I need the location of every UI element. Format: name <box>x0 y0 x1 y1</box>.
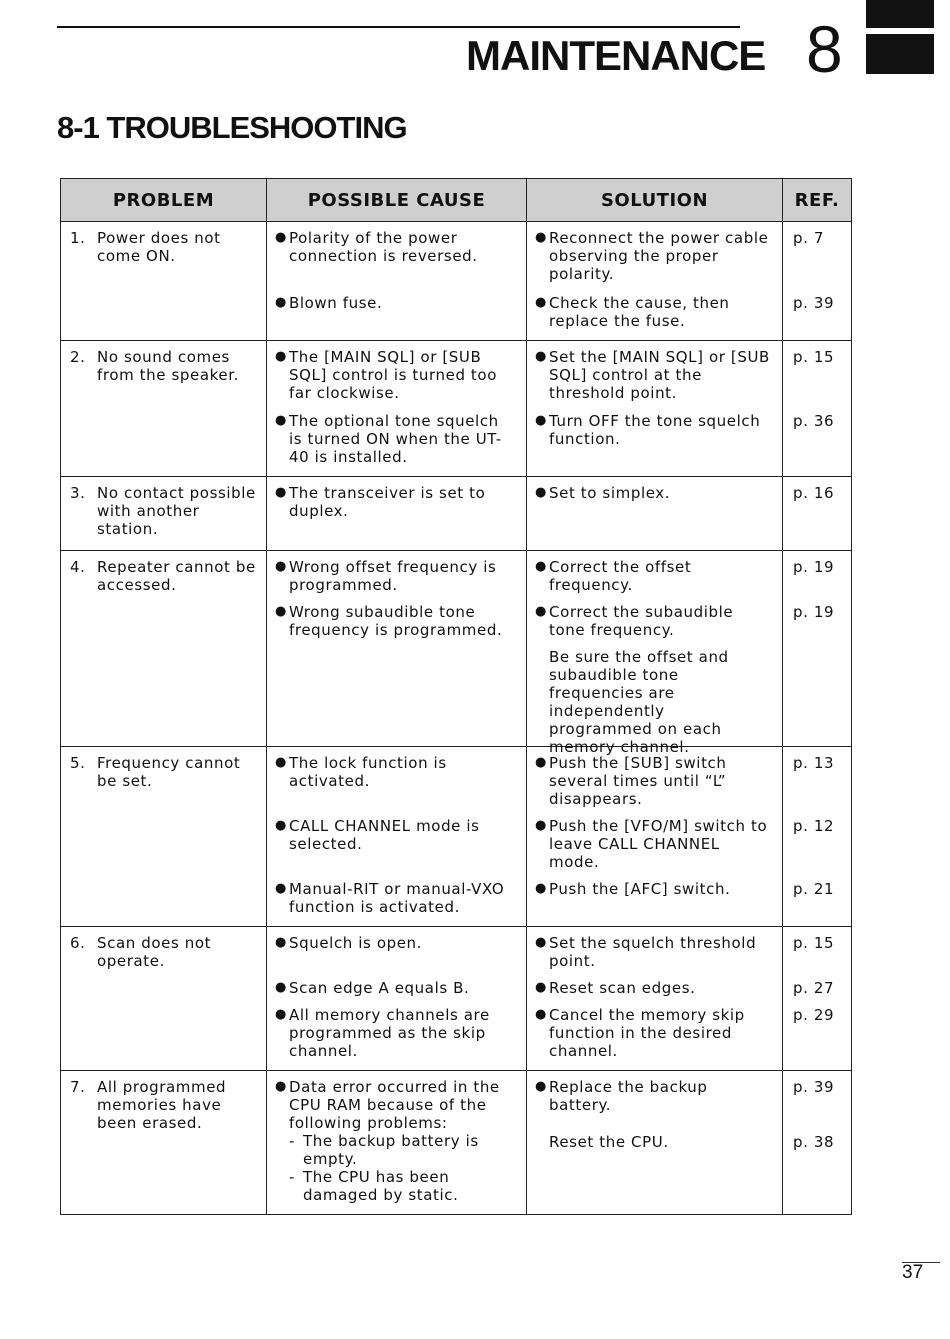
problem-text: Power does not come ON. <box>97 229 221 265</box>
ref-value: p. 36 <box>793 412 835 430</box>
ref-value: p. 12 <box>793 817 835 835</box>
problem-text: No sound comes from the speaker. <box>97 348 239 384</box>
solution-item: ● Set to simplex. <box>535 484 671 502</box>
problem-text: Repeater cannot be accessed. <box>97 558 256 594</box>
ref-cell <box>782 551 851 746</box>
problem-cell <box>61 1071 266 1214</box>
table-row <box>61 340 851 476</box>
ref-value: p. 13 <box>793 754 835 772</box>
cause-item: ● Scan edge A equals B. <box>275 979 470 997</box>
cause-item: ● The optional tone squelch is turned ON when the UT-40 is installed. <box>275 412 502 466</box>
solution-item: ● Cancel the memory skip function in the desired channel. <box>535 1006 745 1060</box>
thumb-tab <box>866 0 934 28</box>
ref-value: p. 15 <box>793 934 835 952</box>
cause-cell <box>266 551 526 746</box>
ref-value: p. 19 <box>793 603 835 621</box>
table-row <box>61 1070 851 1214</box>
table-row <box>61 222 851 340</box>
solution-cell <box>526 222 782 340</box>
cause-item: ● Polarity of the power connection is reversed. <box>275 229 478 265</box>
solution-item: ● Reset scan edges. <box>535 979 696 997</box>
cause-item: ● The [MAIN SQL] or [SUB SQL] control is turned too far clockwise. <box>275 348 497 402</box>
problem-text: Frequency cannot be set. <box>97 754 241 790</box>
ref-value: p. 15 <box>793 348 835 366</box>
table-row <box>61 926 851 1070</box>
cause-item: ● All memory channels are programmed as the skip channel. <box>275 1006 490 1060</box>
problem-cell <box>61 477 266 550</box>
solution-cell <box>526 551 782 756</box>
cause-item: ● The lock function is activated. <box>275 754 447 790</box>
problem-cell <box>61 222 266 340</box>
ref-cell <box>782 341 851 476</box>
solution-cell <box>526 927 782 1070</box>
table-row <box>61 550 851 756</box>
solution-item: ● Correct the subaudible tone frequency. <box>535 603 734 639</box>
ref-cell <box>782 927 851 1070</box>
ref-value: p. 16 <box>793 484 835 502</box>
table-header <box>61 179 851 222</box>
cause-subitem: - The backup battery is empty. <box>289 1132 479 1168</box>
solution-cell <box>526 747 782 926</box>
troubleshooting-table <box>60 178 852 1215</box>
problem-number: 7. <box>70 1078 86 1096</box>
ref-cell <box>782 747 851 926</box>
cause-sublist <box>289 1132 516 1204</box>
chapter-number: 8 <box>806 12 843 86</box>
solution-item: ● Set the squelch threshold point. <box>535 934 757 970</box>
ref-cell <box>782 1071 851 1214</box>
problem-text: All programmed memories have been erased. <box>97 1078 227 1132</box>
header-ref: REF. <box>782 179 851 221</box>
table-row <box>61 746 851 926</box>
cause-cell <box>266 747 526 926</box>
header-solution: SOLUTION <box>526 179 782 221</box>
cause-item: ● Blown fuse. <box>275 294 383 312</box>
cause-item: ● Manual-RIT or manual-VXO function is activated. <box>275 880 505 916</box>
top-rule <box>57 26 740 28</box>
solution-cell <box>526 477 782 550</box>
problem-number: 1. <box>70 229 86 247</box>
cause-cell <box>266 341 526 476</box>
problem-number: 2. <box>70 348 86 366</box>
solution-note: Be sure the offset and subaudible tone frequencies are independently programmed on each memory channel. <box>549 648 729 756</box>
ref-cell <box>782 477 851 550</box>
section-title: 8-1 TROUBLESHOOTING <box>57 110 407 145</box>
thumb-tab <box>866 34 934 74</box>
cause-subitem: - The CPU has been damaged by static. <box>289 1168 459 1204</box>
cause-item: ● Wrong offset frequency is programmed. <box>275 558 497 594</box>
solution-item: ● Push the [SUB] switch several times until “L” disappears. <box>535 754 727 808</box>
ref-value: p. 38 <box>793 1133 835 1151</box>
problem-cell <box>61 551 266 746</box>
header-problem: PROBLEM <box>112 189 215 211</box>
problem-text: Scan does not operate. <box>97 934 212 970</box>
cause-item: ● Squelch is open. <box>275 934 423 952</box>
cause-cell <box>266 222 526 340</box>
problem-cell <box>61 747 266 926</box>
solution-item: ● Set the [MAIN SQL] or [SUB SQL] control at the threshold point. <box>535 348 770 402</box>
solution-item: Reset the CPU. <box>549 1133 669 1151</box>
cause-cell <box>266 927 526 1070</box>
problem-cell <box>61 927 266 1070</box>
cause-item: ● Wrong subaudible tone frequency is programmed. <box>275 603 503 639</box>
cause-item: ● Data error occurred in the CPU RAM because of the following problems: - The backup battery is empty. - The CPU has been damaged by static. <box>275 1078 516 1204</box>
cause-cell <box>266 1071 526 1214</box>
solution-item: ● Push the [VFO/M] switch to leave CALL CHANNEL mode. <box>535 817 768 871</box>
header-possible-cause: POSSIBLE CAUSE <box>266 179 526 221</box>
solution-item: ● Reconnect the power cable observing the proper polarity. <box>535 229 769 283</box>
problem-cell <box>61 341 266 476</box>
table-row <box>61 476 851 550</box>
ref-value: p. 7 <box>793 229 825 247</box>
problem-number: 5. <box>70 754 86 772</box>
ref-value: p. 39 <box>793 294 835 312</box>
problem-number: 4. <box>70 558 86 576</box>
solution-item: ● Check the cause, then replace the fuse. <box>535 294 730 330</box>
cause-intro: Data error occurred in the CPU RAM because of the following problems: <box>289 1078 500 1132</box>
page-number: 37 <box>902 1262 924 1283</box>
solution-item: ● Replace the backup battery. <box>535 1078 708 1114</box>
cause-cell <box>266 477 526 550</box>
problem-number: 3. <box>70 484 86 502</box>
chapter-title: MAINTENANCE <box>466 32 766 79</box>
cause-item: ● The transceiver is set to duplex. <box>275 484 486 520</box>
solution-item: ● Turn OFF the tone squelch function. <box>535 412 761 448</box>
ref-value: p. 39 <box>793 1078 835 1096</box>
ref-value: p. 27 <box>793 979 835 997</box>
cause-item: ● CALL CHANNEL mode is selected. <box>275 817 480 853</box>
solution-cell <box>526 1071 782 1214</box>
solution-item: ● Correct the offset frequency. <box>535 558 692 594</box>
ref-cell <box>782 222 851 340</box>
solution-cell <box>526 341 782 476</box>
solution-item: ● Push the [AFC] switch. <box>535 880 731 898</box>
ref-value: p. 19 <box>793 558 835 576</box>
problem-text: No contact possible with another station. <box>97 484 256 538</box>
problem-number: 6. <box>70 934 86 952</box>
ref-value: p. 21 <box>793 880 835 898</box>
ref-value: p. 29 <box>793 1006 835 1024</box>
